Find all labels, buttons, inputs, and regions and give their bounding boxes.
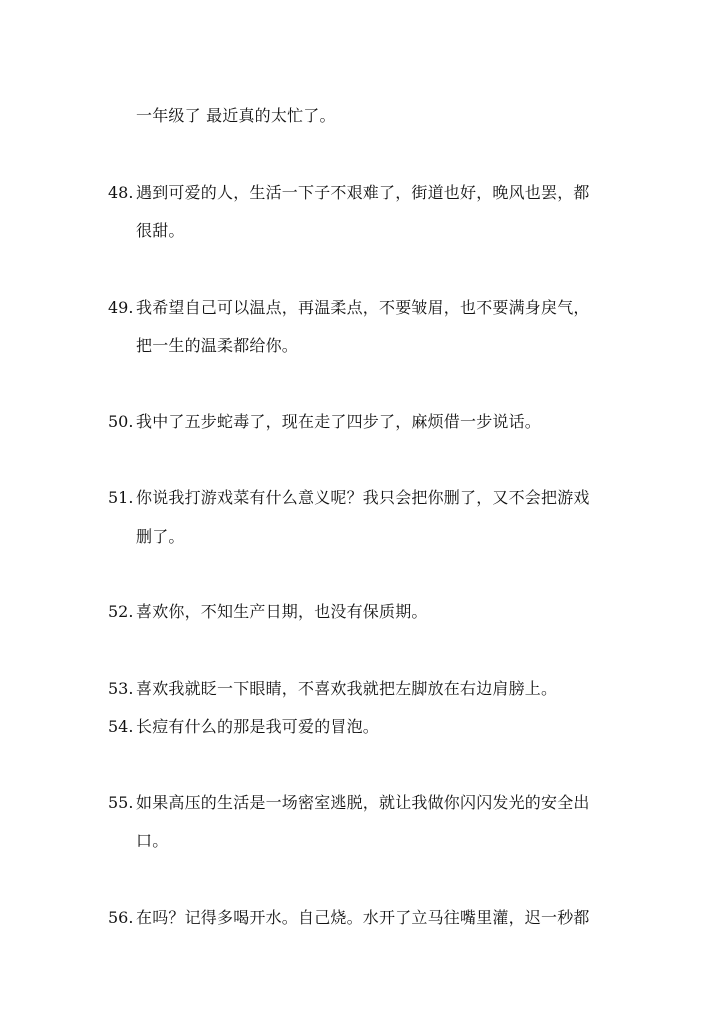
- item-number-53: 53.: [108, 679, 134, 698]
- item-number-52: 52.: [108, 602, 134, 621]
- item-number-55: 55.: [108, 793, 134, 812]
- item-49-line-2: 把一生的温柔都给你。: [136, 336, 299, 355]
- item-number-50: 50.: [108, 412, 134, 431]
- item-52-line-1: 喜欢你，不知生产日期，也没有保质期。: [136, 602, 428, 621]
- item-54-line-1: 长痘有什么的那是我可爱的冒泡。: [136, 717, 380, 736]
- item-number-49: 49.: [108, 298, 134, 317]
- item-51-line-1: 你说我打游戏菜有什么意义呢？我只会把你删了，又不会把游戏: [136, 488, 590, 507]
- item-continuation-line-1: 一年级了 最近真的太忙了。: [136, 106, 336, 125]
- item-53-line-1: 喜欢我就眨一下眼睛，不喜欢我就把左脚放在右边肩膀上。: [136, 679, 558, 698]
- item-number-54: 54.: [108, 717, 134, 736]
- item-48-line-2: 很甜。: [136, 221, 185, 240]
- item-51-line-2: 删了。: [136, 527, 185, 546]
- item-number-48: 48.: [108, 183, 134, 202]
- item-55-line-1: 如果高压的生活是一场密室逃脱，就让我做你闪闪发光的安全出: [136, 793, 590, 812]
- item-55-line-2: 口。: [136, 831, 169, 850]
- item-48-line-1: 遇到可爱的人，生活一下子不艰难了，街道也好，晚风也罢，都: [136, 183, 590, 202]
- item-49-line-1: 我希望自己可以温点，再温柔点，不要皱眉，也不要满身戾气，: [136, 298, 590, 317]
- item-50-line-1: 我中了五步蛇毒了，现在走了四步了，麻烦借一步说话。: [136, 412, 542, 431]
- item-number-56: 56.: [108, 908, 134, 927]
- item-number-51: 51.: [108, 488, 134, 507]
- item-56-line-1: 在吗？记得多喝开水。自己烧。水开了立马往嘴里灌，迟一秒都: [136, 908, 590, 927]
